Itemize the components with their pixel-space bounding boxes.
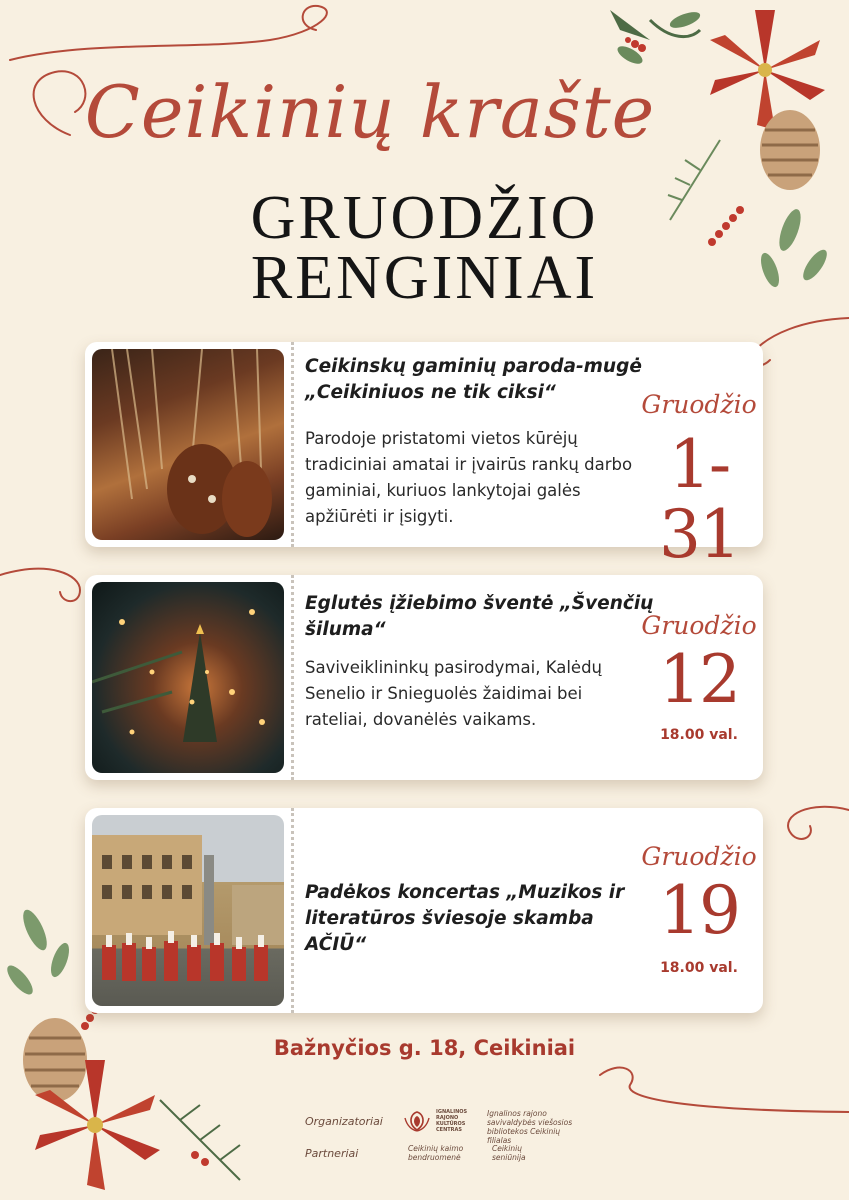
event-month: Gruodžio (641, 842, 757, 871)
event-title: Ceikinskų gaminių paroda-mugė „Ceikiniuos ne tik ciksi“ (305, 356, 642, 403)
culture-center-logo-text: IGNALINOS RAJONO KULTŪROS CENTRAS (436, 1109, 468, 1133)
main-title (0, 184, 849, 312)
partners-label: Partneriai (305, 1147, 359, 1160)
event-time: 18.00 val. (660, 727, 738, 743)
event-day: 19 (659, 872, 739, 949)
folk-group-photo (92, 815, 284, 1006)
event-card-2 (85, 575, 763, 780)
partner-eldership: Ceikinių seniūnija (492, 1144, 526, 1162)
event-address: Bažnyčios g. 18, Ceikiniai (273, 1036, 576, 1060)
event-description: Saviveiklininkų pasirodymai, Kalėdų Senelio ir Snieguolės žaidimai bei rateliai, dovanėlės vaikams. (305, 658, 602, 729)
christmas-tree-photo (92, 582, 284, 773)
event-time: 18.00 val. (660, 960, 738, 976)
event-title: Padėkos koncertas „Muzikos ir literatūros šviesoje skamba AČIŪ“ (305, 882, 625, 955)
partner-community: Ceikinių kaimo bendruomenė (408, 1144, 464, 1162)
event-month: Gruodžio (641, 390, 757, 419)
event-month: Gruodžio (641, 611, 757, 640)
event-title: Eglutės įžiebimo šventė „Švenčių šiluma“ (305, 593, 654, 640)
ticket-perforation (291, 808, 294, 1013)
event-description: Parodoje pristatomi vietos kūrėjų tradiciniai amatai ir įvairūs rankų darbo gaminiai, kuriuos lankytojai galės apžiūrėti ir įsigyti. (305, 429, 633, 526)
event-card-1 (85, 342, 763, 573)
culture-center-logo-icon (402, 1108, 432, 1134)
script-title: Ceikinių krašte (84, 70, 656, 154)
organizers-label: Organizatoriai (305, 1115, 383, 1128)
ticket-perforation (291, 342, 294, 547)
event-day: 1-31 (659, 426, 739, 573)
event-day: 12 (659, 641, 739, 718)
main-title-line2: RENGINIAI (250, 244, 599, 312)
ticket-perforation (291, 575, 294, 780)
event-card-3 (85, 808, 763, 1013)
main-title-line1: GRUODŽIO (250, 184, 599, 252)
library-text: Ignalinos rajono savivaldybės viešosios bibliotekos Ceikinių filialas (487, 1109, 573, 1145)
crafts-photo (92, 349, 284, 540)
